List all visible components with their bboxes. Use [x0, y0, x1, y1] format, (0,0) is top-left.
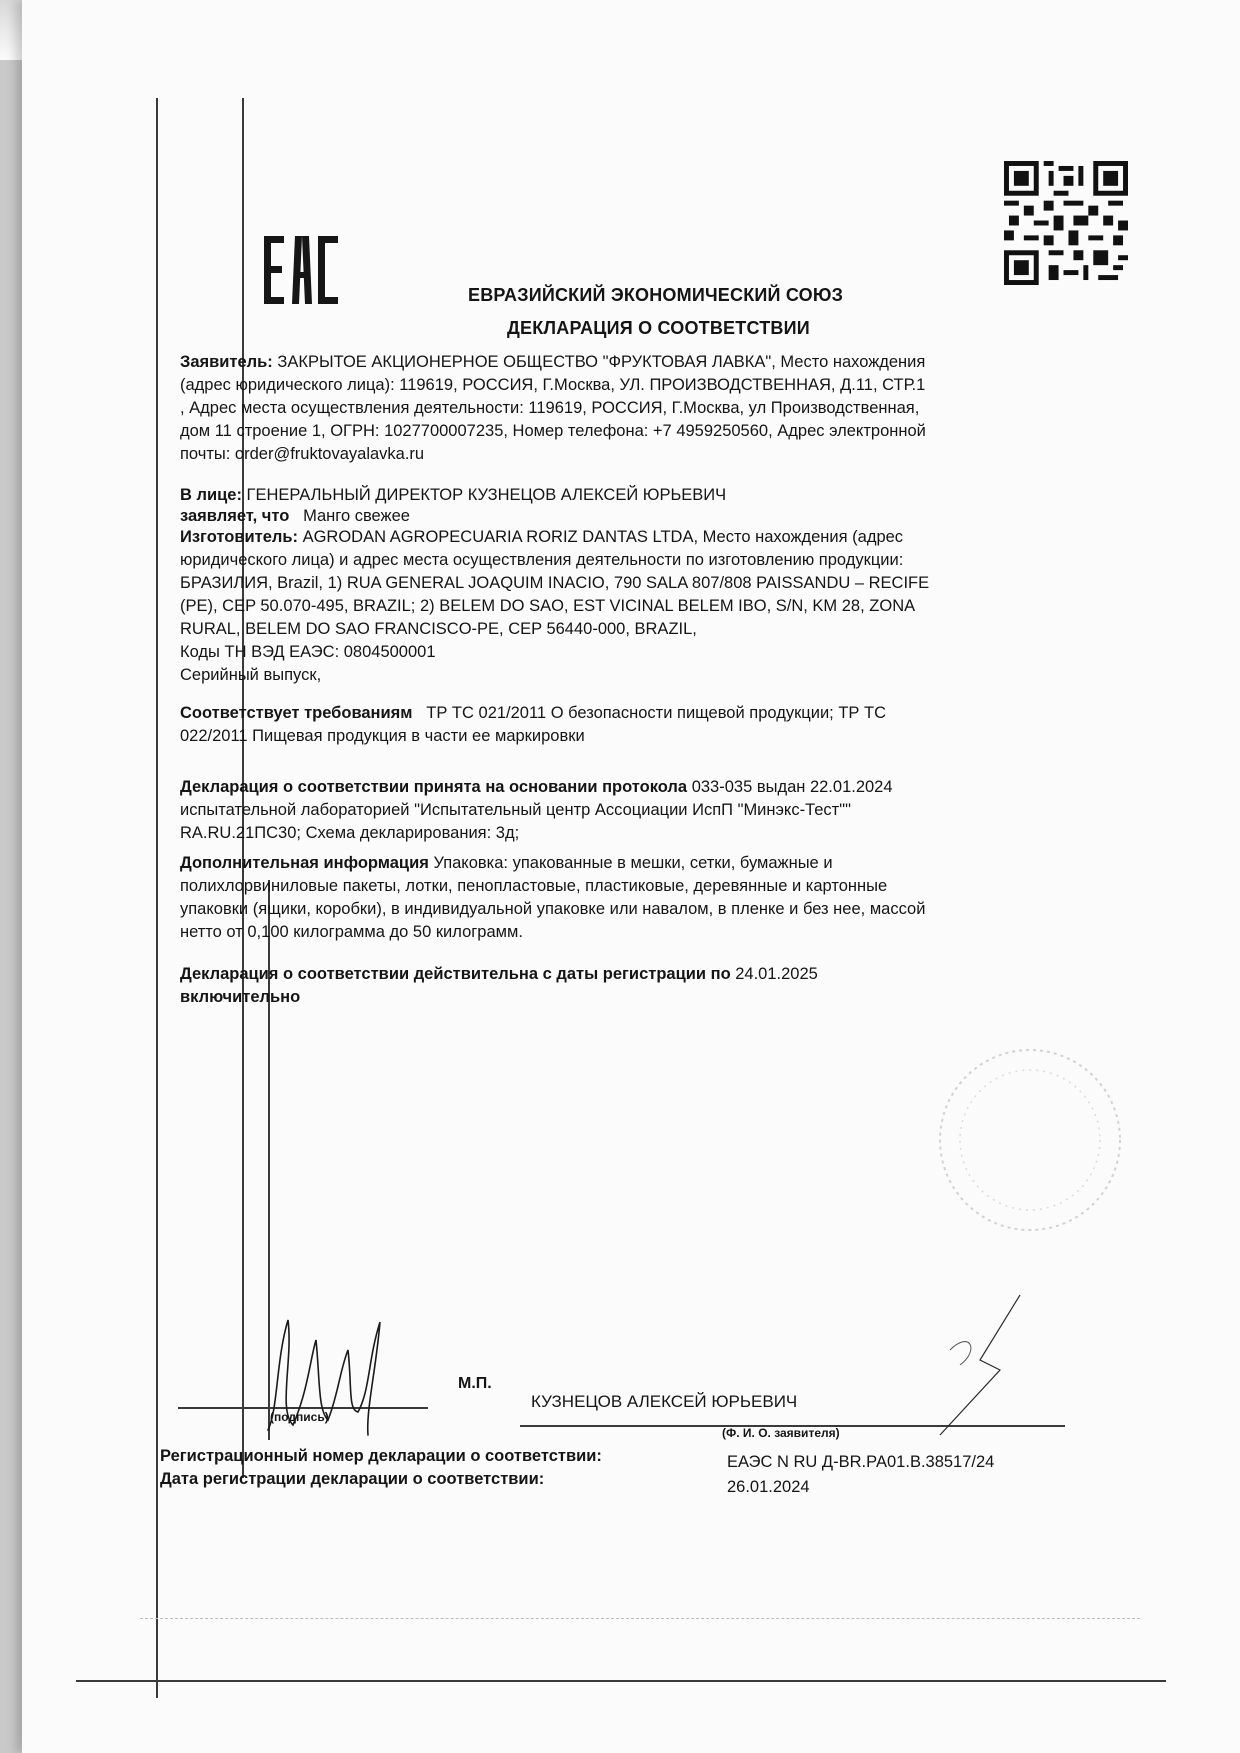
- conformity-label: Соответствует требованиям: [180, 704, 413, 722]
- eac-logo: [262, 236, 340, 304]
- registration-number-value: ЕАЭС N RU Д-BR.РА01.В.38517/24: [727, 1453, 995, 1471]
- registration-date-value: 26.01.2024: [727, 1478, 810, 1496]
- manufacturer-line: (PE), CEP 50.070-495, BRAZIL; 2) BELEM DO SAO, EST VICINAL BELEM IBO, S/N, KM 28, ZONA: [180, 597, 916, 615]
- declares-label: заявляет, что: [180, 507, 290, 525]
- additional-line: полихлорвиниловые пакеты, лотки, пенопластовые, пластиковые, деревянные и картонные: [180, 877, 888, 895]
- representative-value: ГЕНЕРАЛЬНЫЙ ДИРЕКТОР КУЗНЕЦОВ АЛЕКСЕЙ ЮРЬЕВИЧ: [246, 486, 727, 504]
- scan-line-left: [156, 98, 158, 1698]
- manufacturer-line: RURAL, BELEM DO SAO FRANCISCO-PE, CEP 56440-000, BRAZIL,: [180, 620, 697, 638]
- manufacturer-line: AGRODAN AGROPECUARIA RORIZ DANTAS LTDA, Место нахождения (адрес: [302, 528, 904, 546]
- secondary-signature-mark: [920, 1290, 1040, 1440]
- signer-name: КУЗНЕЦОВ АЛЕКСЕЙ ЮРЬЕВИЧ: [531, 1392, 798, 1411]
- applicant-line: (адрес юридического лица): 119619, РОССИЯ, Г.Москва, УЛ. ПРОИЗВОДСТВЕННАЯ, Д.11, СТР.1: [180, 376, 926, 394]
- validity-inclusive: включительно: [180, 988, 301, 1006]
- basis-line: испытательной лабораторией "Испытательный центр Ассоциации ИспП "Минэкс-Тест"": [180, 801, 851, 819]
- title-declaration: ДЕКЛАРАЦИЯ О СООТВЕТСТВИИ: [507, 318, 810, 338]
- seal-stamp: [930, 1040, 1130, 1240]
- additional-label: Дополнительная информация: [180, 854, 429, 872]
- declares-value: Манго свежее: [303, 507, 410, 525]
- applicant-line: ЗАКРЫТОЕ АКЦИОНЕРНОЕ ОБЩЕСТВО "ФРУКТОВАЯ ЛАВКА", Место нахождения: [277, 353, 926, 371]
- registration-date-label: Дата регистрации декларации о соответствии:: [160, 1470, 545, 1488]
- conformity-section: [180, 702, 1100, 748]
- dotted-guide: [140, 1618, 1140, 1619]
- basis-section: [180, 776, 1100, 845]
- basis-line: RA.RU.21ПС30; Схема декларирования: 3д;: [180, 824, 520, 842]
- declares-section: [180, 505, 1100, 528]
- manufacturer-section: [180, 526, 1100, 687]
- additional-line: упаковки (ящики, коробки), в индивидуальной упаковке или навалом, в пленке и без нее, массой: [180, 900, 926, 918]
- additional-section: [180, 852, 1100, 944]
- title-union: ЕВРАЗИЙСКИЙ ЭКОНОМИЧЕСКИЙ СОЮЗ: [468, 285, 844, 305]
- applicant-line: дом 11 строение 1, ОГРН: 1027700007235, Номер телефона: +7 4959250560, Адрес электронной: [180, 422, 926, 440]
- applicant-label: Заявитель:: [180, 353, 273, 371]
- manufacturer-line: БРАЗИЛИЯ, Brazil, 1) RUA GENERAL JOAQUIM INACIO, 790 SALA 807/808 PAISSANDU – RECIFE: [180, 574, 930, 592]
- signature-caption: (подпись): [270, 1410, 329, 1424]
- name-caption: (Ф. И. О. заявителя): [722, 1426, 840, 1440]
- applicant-section: [180, 351, 1100, 466]
- qr-code-icon: [1004, 158, 1128, 288]
- manufacturer-label: Изготовитель:: [180, 528, 298, 546]
- manufacturer-line: юридического лица) и адрес места осуществления деятельности по изготовлению продукции:: [180, 551, 904, 569]
- additional-line: нетто от 0,100 килограмма до 50 килограмм.: [180, 923, 523, 941]
- representative-section: [180, 484, 1100, 507]
- additional-line: Упаковка: упакованные в мешки, сетки, бумажные и: [433, 854, 833, 872]
- validity-date: 24.01.2025: [735, 965, 818, 983]
- basis-label: Декларация о соответствии принята на основании протокола: [180, 778, 688, 796]
- seal-place-label: М.П.: [458, 1375, 492, 1392]
- conformity-line: ТР ТС 021/2011 О безопасности пищевой продукции; ТР ТС: [426, 704, 887, 722]
- basis-line: 033-035 выдан 22.01.2024: [691, 778, 893, 796]
- conformity-line: 022/2011 Пищевая продукция в части ее маркировки: [180, 727, 585, 745]
- hs-codes: Коды ТН ВЭД ЕАЭС: 0804500001: [180, 643, 436, 661]
- representative-label: В лице:: [180, 486, 242, 504]
- applicant-line: , Адрес места осуществления деятельности: 119619, РОССИЯ, Г.Москва, ул Производственная,: [180, 399, 920, 417]
- serial-release: Серийный выпуск,: [180, 666, 322, 684]
- scan-line-bottom: [76, 1680, 1166, 1682]
- registration-number-label: Регистрационный номер декларации о соответствии:: [160, 1447, 602, 1465]
- validity-section: [180, 963, 1100, 1009]
- validity-label: Декларация о соответствии действительна с даты регистрации по: [180, 965, 731, 983]
- applicant-email: почты: order@fruktovayalavka.ru: [180, 445, 425, 463]
